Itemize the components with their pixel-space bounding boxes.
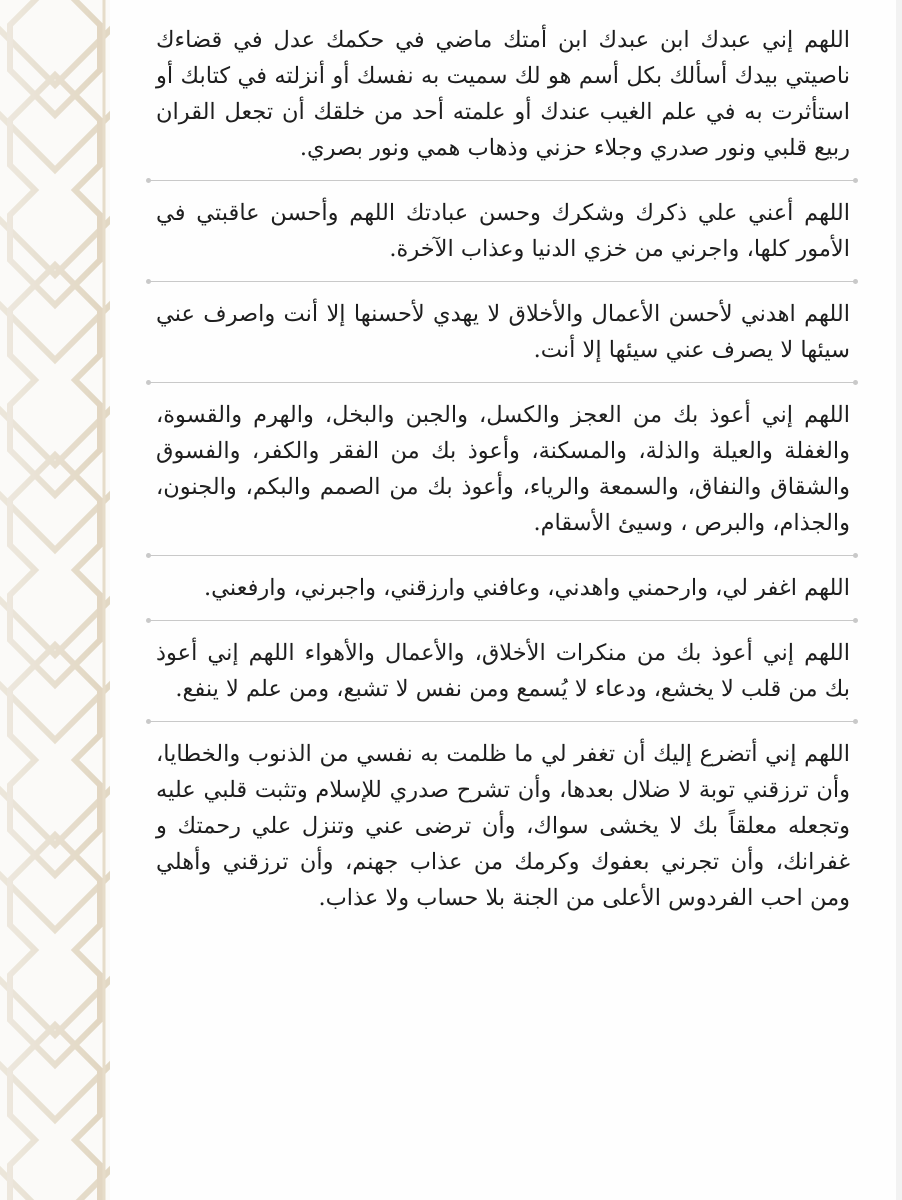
prayers-list <box>140 22 864 916</box>
decorative-lattice-border <box>0 0 110 1200</box>
prayer-paragraph: اللهم اهدني لأحسن الأعمال والأخلاق لا يهدي لأحسنها إلا أنت واصرف عني سيئها لا يصرف عني سيئها إلا أنت. <box>156 301 850 363</box>
prayer-paragraph: اللهم اغفر لي، وارحمني واهدني، وعافني وارزقني، واجبرني، وارفعني. <box>204 575 850 601</box>
section-divider <box>148 180 856 181</box>
prayer-paragraph: اللهم إني أتضرع إليك أن تغفر لي ما ظلمت به نفسي من الذنوب والخطايا، وأن ترزقني توبة لا ضلال بعدها، وأن تشرح صدري للإسلام وتثبت قلبي عليه وتجعله معلقاً بك لا يخشى سواك، وأن ترضى عني وتنزل علي رحمتك و غفرانك، وأن تجرني بعفوك وكرمك من عذاب جهنم، وأن ترزقني وأهلي ومن احب الفردوس الأعلى من الجنة بلا حساب ولا عذاب. <box>156 741 850 911</box>
section-divider <box>148 382 856 383</box>
page-edge <box>896 0 902 1200</box>
prayer-paragraph: اللهم أعني علي ذكرك وشكرك وحسن عبادتك اللهم وأحسن عاقبتي في الأمور كلها، واجرني من خزي الدنيا وعذاب الآخرة. <box>156 200 850 262</box>
prayer-paragraph: اللهم إني عبدك ابن عبدك ابن أمتك ماضي في حكمك عدل في قضاءك ناصيتي بيدك أسألك بكل أسم هو لك سميت به نفسك أو أنزلته في كتابك أو استأثرت به في علم الغيب عندك أو علمته أحد من خلقك أن تجعل القران ربيع قلبي ونور صدري وجلاء حزني وذهاب همي ونور بصري. <box>156 27 850 161</box>
prayer-paragraph: اللهم إني أعوذ بك من منكرات الأخلاق، والأعمال والأهواء اللهم إني أعوذ بك من قلب لا يخشع، ودعاء لا يُسمع ومن نفس لا تشبع، ومن علم لا ينفع. <box>156 640 850 702</box>
section-divider <box>148 721 856 722</box>
section-divider <box>148 620 856 621</box>
section-divider <box>148 555 856 556</box>
section-divider <box>148 281 856 282</box>
prayer-paragraph: اللهم إني أعوذ بك من العجز والكسل، والجبن والبخل، والهرم والقسوة، والغفلة والعيلة والذلة، والمسكنة، وأعوذ بك من الفقر والكفر، والفسوق والشقاق والنفاق، والسمعة والرياء، وأعوذ بك من الصمم والبكم، والجنون، والجذام، والبرص ، وسيئ الأسقام. <box>156 402 850 536</box>
